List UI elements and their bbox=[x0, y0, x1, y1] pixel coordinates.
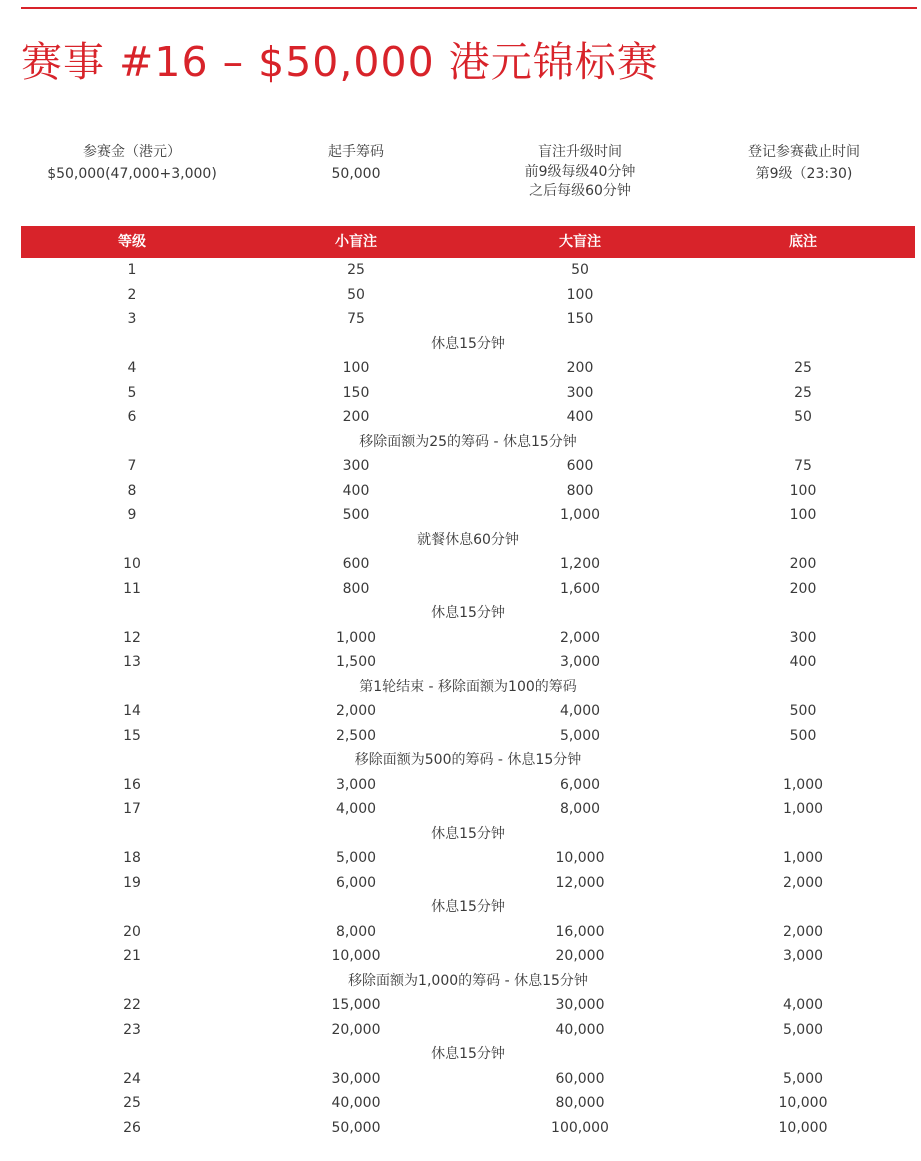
small-blind-cell: 300 bbox=[342, 458, 370, 474]
level-cell: 17 bbox=[123, 801, 141, 817]
level-cell: 2 bbox=[127, 286, 137, 303]
ante-cell: 200 bbox=[789, 580, 817, 597]
buyin-value: $50,000(47,000+3,000) bbox=[47, 166, 217, 182]
starting-stack-value: 50,000 bbox=[331, 166, 381, 182]
big-blind-cell: 30,000 bbox=[555, 997, 605, 1013]
level-cell: 11 bbox=[123, 580, 141, 597]
level-cell: 12 bbox=[123, 629, 141, 646]
table-row bbox=[0, 944, 921, 969]
table-row bbox=[0, 503, 921, 528]
break-note-row bbox=[0, 528, 921, 553]
small-blind-cell: 150 bbox=[342, 384, 370, 401]
level-cell: 19 bbox=[123, 874, 141, 891]
level-cell: 4 bbox=[127, 360, 137, 376]
table-row bbox=[0, 405, 921, 430]
small-blind-cell: 100 bbox=[342, 360, 370, 376]
level-cell: 1 bbox=[127, 262, 137, 278]
break-note-text: 就餐休息60分钟 bbox=[417, 531, 519, 548]
ante-cell: 5,000 bbox=[782, 1070, 824, 1087]
starting-stack-info bbox=[256, 143, 456, 184]
ante-cell: 3,000 bbox=[782, 948, 824, 964]
table-row bbox=[0, 283, 921, 308]
page-title: 赛事 #16 – $50,000 港元锦标赛 bbox=[21, 38, 659, 86]
small-blind-cell: 75 bbox=[347, 311, 365, 327]
level-cell: 25 bbox=[123, 1095, 141, 1111]
level-cell: 16 bbox=[123, 776, 141, 793]
small-blind-cell: 6,000 bbox=[335, 874, 377, 891]
level-cell: 8 bbox=[127, 482, 137, 499]
break-note-row bbox=[0, 675, 921, 700]
table-row bbox=[0, 1067, 921, 1092]
small-blind-cell: 25 bbox=[347, 262, 365, 278]
table-row bbox=[0, 1091, 921, 1116]
big-blind-cell: 50 bbox=[571, 262, 589, 278]
break-note-text: 休息15分钟 bbox=[431, 1046, 505, 1062]
starting-stack-label: 起手筹码 bbox=[328, 144, 384, 160]
table-row bbox=[0, 577, 921, 602]
small-blind-cell: 50,000 bbox=[331, 1119, 381, 1136]
blind-levels-label: 盲注升级时间 bbox=[538, 144, 622, 160]
table-row bbox=[0, 773, 921, 798]
break-note-text: 休息15分钟 bbox=[431, 605, 505, 621]
level-cell: 15 bbox=[123, 727, 141, 744]
small-blind-cell: 30,000 bbox=[331, 1070, 381, 1087]
big-blind-cell: 300 bbox=[566, 384, 594, 401]
table-row bbox=[0, 1116, 921, 1141]
ante-cell: 2,000 bbox=[782, 874, 824, 891]
big-blind-cell: 400 bbox=[566, 409, 594, 425]
table-row bbox=[0, 552, 921, 577]
big-blind-cell: 150 bbox=[566, 311, 594, 327]
big-blind-cell: 100 bbox=[566, 286, 594, 303]
small-blind-cell: 1,500 bbox=[335, 654, 377, 670]
big-blind-cell: 80,000 bbox=[555, 1095, 605, 1111]
ante-cell: 200 bbox=[789, 556, 817, 572]
ante-cell: 300 bbox=[789, 629, 817, 646]
big-blind-cell: 4,000 bbox=[559, 703, 601, 719]
big-blind-cell: 1,000 bbox=[559, 507, 601, 523]
big-blind-cell: 40,000 bbox=[555, 1021, 605, 1038]
break-note-row bbox=[0, 895, 921, 920]
big-blind-cell: 16,000 bbox=[555, 923, 605, 940]
column-header-ante: 底注 bbox=[789, 234, 817, 250]
ante-cell: 1,000 bbox=[782, 801, 824, 817]
table-row bbox=[0, 381, 921, 406]
small-blind-cell: 2,000 bbox=[335, 703, 377, 719]
ante-cell: 4,000 bbox=[782, 997, 824, 1013]
level-cell: 9 bbox=[127, 507, 137, 523]
level-cell: 5 bbox=[127, 384, 137, 401]
small-blind-cell: 500 bbox=[342, 507, 370, 523]
small-blind-cell: 20,000 bbox=[331, 1021, 381, 1038]
table-row bbox=[0, 307, 921, 332]
break-note-text: 移除面额为1,000的筹码 - 休息15分钟 bbox=[348, 972, 588, 989]
ante-cell: 50 bbox=[794, 409, 812, 425]
break-note-text: 休息15分钟 bbox=[431, 899, 505, 915]
level-cell: 14 bbox=[123, 703, 141, 719]
big-blind-cell: 20,000 bbox=[555, 948, 605, 964]
small-blind-cell: 1,000 bbox=[335, 629, 377, 646]
small-blind-cell: 8,000 bbox=[335, 923, 377, 940]
structure-table-header bbox=[21, 226, 915, 258]
big-blind-cell: 2,000 bbox=[559, 629, 601, 646]
ante-cell: 10,000 bbox=[778, 1095, 828, 1111]
structure-table-body bbox=[0, 258, 921, 1140]
small-blind-cell: 4,000 bbox=[335, 801, 377, 817]
big-blind-cell: 10,000 bbox=[555, 850, 605, 866]
table-row bbox=[0, 871, 921, 896]
column-header-small-blind: 小盲注 bbox=[335, 234, 377, 250]
break-note-text: 休息15分钟 bbox=[431, 335, 505, 352]
level-cell: 26 bbox=[123, 1119, 141, 1136]
ante-cell: 1,000 bbox=[782, 850, 824, 866]
table-row bbox=[0, 797, 921, 822]
ante-cell: 100 bbox=[789, 507, 817, 523]
level-cell: 20 bbox=[123, 923, 141, 940]
column-header-big-blind: 大盲注 bbox=[559, 234, 601, 250]
level-cell: 13 bbox=[123, 654, 141, 670]
column-header-level: 等级 bbox=[118, 234, 146, 250]
blind-levels-value: 前9级每级40分钟 之后每级60分钟 bbox=[524, 164, 636, 199]
buyin-info bbox=[32, 143, 232, 184]
small-blind-cell: 3,000 bbox=[335, 776, 377, 793]
table-row bbox=[0, 846, 921, 871]
ante-cell: 400 bbox=[789, 654, 817, 670]
buyin-label: 参赛金（港元） bbox=[83, 144, 181, 160]
big-blind-cell: 60,000 bbox=[555, 1070, 605, 1087]
small-blind-cell: 5,000 bbox=[335, 850, 377, 866]
ante-cell: 500 bbox=[789, 727, 817, 744]
break-note-row bbox=[0, 748, 921, 773]
small-blind-cell: 600 bbox=[342, 556, 370, 572]
tournament-info bbox=[20, 143, 914, 213]
level-cell: 3 bbox=[127, 311, 137, 327]
level-cell: 10 bbox=[123, 556, 141, 572]
small-blind-cell: 50 bbox=[347, 286, 365, 303]
table-row bbox=[0, 479, 921, 504]
break-note-text: 休息15分钟 bbox=[431, 825, 505, 842]
small-blind-cell: 15,000 bbox=[331, 997, 381, 1013]
registration-deadline-label: 登记参赛截止时间 bbox=[748, 144, 860, 160]
registration-deadline-value: 第9级（23:30) bbox=[755, 166, 853, 182]
break-note-row bbox=[0, 332, 921, 357]
break-note-row bbox=[0, 601, 921, 626]
table-row bbox=[0, 650, 921, 675]
registration-deadline-info bbox=[704, 143, 904, 184]
ante-cell: 500 bbox=[789, 703, 817, 719]
small-blind-cell: 800 bbox=[342, 580, 370, 597]
big-blind-cell: 3,000 bbox=[559, 654, 601, 670]
table-row bbox=[0, 454, 921, 479]
table-row bbox=[0, 920, 921, 945]
big-blind-cell: 6,000 bbox=[559, 776, 601, 793]
break-note-row bbox=[0, 430, 921, 455]
blind-levels-info bbox=[480, 143, 680, 201]
table-row bbox=[0, 724, 921, 749]
ante-cell: 25 bbox=[794, 384, 812, 401]
ante-cell: 25 bbox=[794, 360, 812, 376]
big-blind-cell: 200 bbox=[566, 360, 594, 376]
big-blind-cell: 12,000 bbox=[555, 874, 605, 891]
level-cell: 7 bbox=[127, 458, 137, 474]
big-blind-cell: 1,600 bbox=[559, 580, 601, 597]
ante-cell: 5,000 bbox=[782, 1021, 824, 1038]
top-divider bbox=[21, 7, 917, 9]
level-cell: 21 bbox=[123, 948, 141, 964]
table-row bbox=[0, 626, 921, 651]
table-row bbox=[0, 258, 921, 283]
small-blind-cell: 200 bbox=[342, 409, 370, 425]
ante-cell: 2,000 bbox=[782, 923, 824, 940]
ante-cell: 100 bbox=[789, 482, 817, 499]
small-blind-cell: 10,000 bbox=[331, 948, 381, 964]
level-cell: 18 bbox=[123, 850, 141, 866]
break-note-row bbox=[0, 969, 921, 994]
table-row bbox=[0, 1018, 921, 1043]
big-blind-cell: 1,200 bbox=[559, 556, 601, 572]
break-note-row bbox=[0, 822, 921, 847]
level-cell: 22 bbox=[123, 997, 141, 1013]
break-note-text: 第1轮结束 - 移除面额为100的筹码 bbox=[359, 678, 577, 695]
ante-cell: 1,000 bbox=[782, 776, 824, 793]
break-note-row bbox=[0, 1042, 921, 1067]
big-blind-cell: 5,000 bbox=[559, 727, 601, 744]
level-cell: 6 bbox=[127, 409, 137, 425]
table-row bbox=[0, 699, 921, 724]
table-row bbox=[0, 993, 921, 1018]
big-blind-cell: 8,000 bbox=[559, 801, 601, 817]
level-cell: 23 bbox=[123, 1021, 141, 1038]
table-row bbox=[0, 356, 921, 381]
small-blind-cell: 40,000 bbox=[331, 1095, 381, 1111]
break-note-text: 移除面额为25的筹码 - 休息15分钟 bbox=[359, 433, 577, 450]
big-blind-cell: 600 bbox=[566, 458, 594, 474]
ante-cell: 10,000 bbox=[778, 1119, 828, 1136]
big-blind-cell: 100,000 bbox=[551, 1119, 609, 1136]
ante-cell: 75 bbox=[794, 458, 812, 474]
level-cell: 24 bbox=[123, 1070, 141, 1087]
small-blind-cell: 400 bbox=[342, 482, 370, 499]
break-note-text: 移除面额为500的筹码 - 休息15分钟 bbox=[354, 752, 582, 768]
small-blind-cell: 2,500 bbox=[335, 727, 377, 744]
big-blind-cell: 800 bbox=[566, 482, 594, 499]
